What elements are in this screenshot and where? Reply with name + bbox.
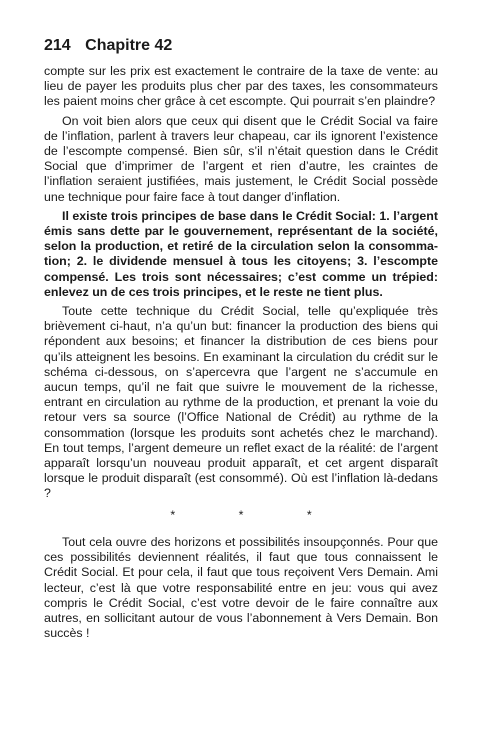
page-number: 214 [44,37,71,54]
section-separator: * * * [170,507,342,522]
book-page [44,36,438,645]
paragraph-technique: Toute cette technique du Crédit Social, telle qu’expliquée très brièvement ci-haut, n’a qu’un but: financer la production des biens qui répondent aux besoins; et financer la distribution de ces biens pour qu’ils atteignent les besoins. En examinant la circulation du crédit sur le schéma ci-dessous, on s’apercevra que l’argent ne s’accumule en aucun temps, qu’il ne fait que suivre le mouvement de la richesse, entrant en circulation au rythme de la production, et prenant la voie du retour vers sa source (l’Office National de Crédit) au rythme de la consommation (lorsque les produits sont achetés chez le marchand). En tout temps, l’argent demeure un reflet exact de la réalité: de l’argent apparaît lorsqu’un nouveau produit apparaît, et cet argent disparaît lorsque le produit disparaît (est consommé). Où est l’inflation là-dedans ? [44,304,438,501]
paragraph-continuation: compte sur les prix est exactement le contraire de la taxe de vente: au lieu de payer les produits plus cher par des taxes, les consommateurs les paient moins cher grâce à cet escompte. Qui pourrait s’en plaindre? [44,64,438,109]
paragraph-inflation: On voit bien alors que ceux qui disent que le Crédit Social va faire de l’inflation, parlent à travers leur chapeau, car ils ignorent l’existence de l’escompte compensé. Bien sûr, s’il n’était question dans le Crédit Social que d’imprimer de l’argent et rien d’autre, les craintes de l’inflation seraient justifiées, mais justement, le Crédit Social possède une technique pour faire face à tout danger d’inflation. [44,113,438,204]
paragraph-conclusion: Tout cela ouvre des horizons et possibilités insoupçonnés. Pour que ces possibilités deviennent réalités, il faut que tous connaissent le Crédit Social. Et pour cela, il faut que tous reçoivent Vers Demain. Ami lecteur, c’est là que votre responsabilité entre en jeu: vous qui avez compris le Crédit Social, c’est votre devoir de le faire connaître aux autres, en sollicitant autour de vous l’abonnement à Vers Demain. Bon succès ! [44,534,438,641]
chapter-title: Chapitre 42 [85,37,173,54]
paragraph-three-principles: Il existe trois principes de base dans le Crédit Social: 1. l’argent émis sans dette par le gouvernement, représentant de la société, selon la production, et retiré de la circulation selon la consommation; 2. le dividende mensuel à tous les citoyens; 3. l’escompte compensé. Les trois sont nécessaires; c’est comme un trépied: enlevez un de ces trois principes, et le reste ne tient plus. [44,208,438,299]
running-header [44,36,438,56]
